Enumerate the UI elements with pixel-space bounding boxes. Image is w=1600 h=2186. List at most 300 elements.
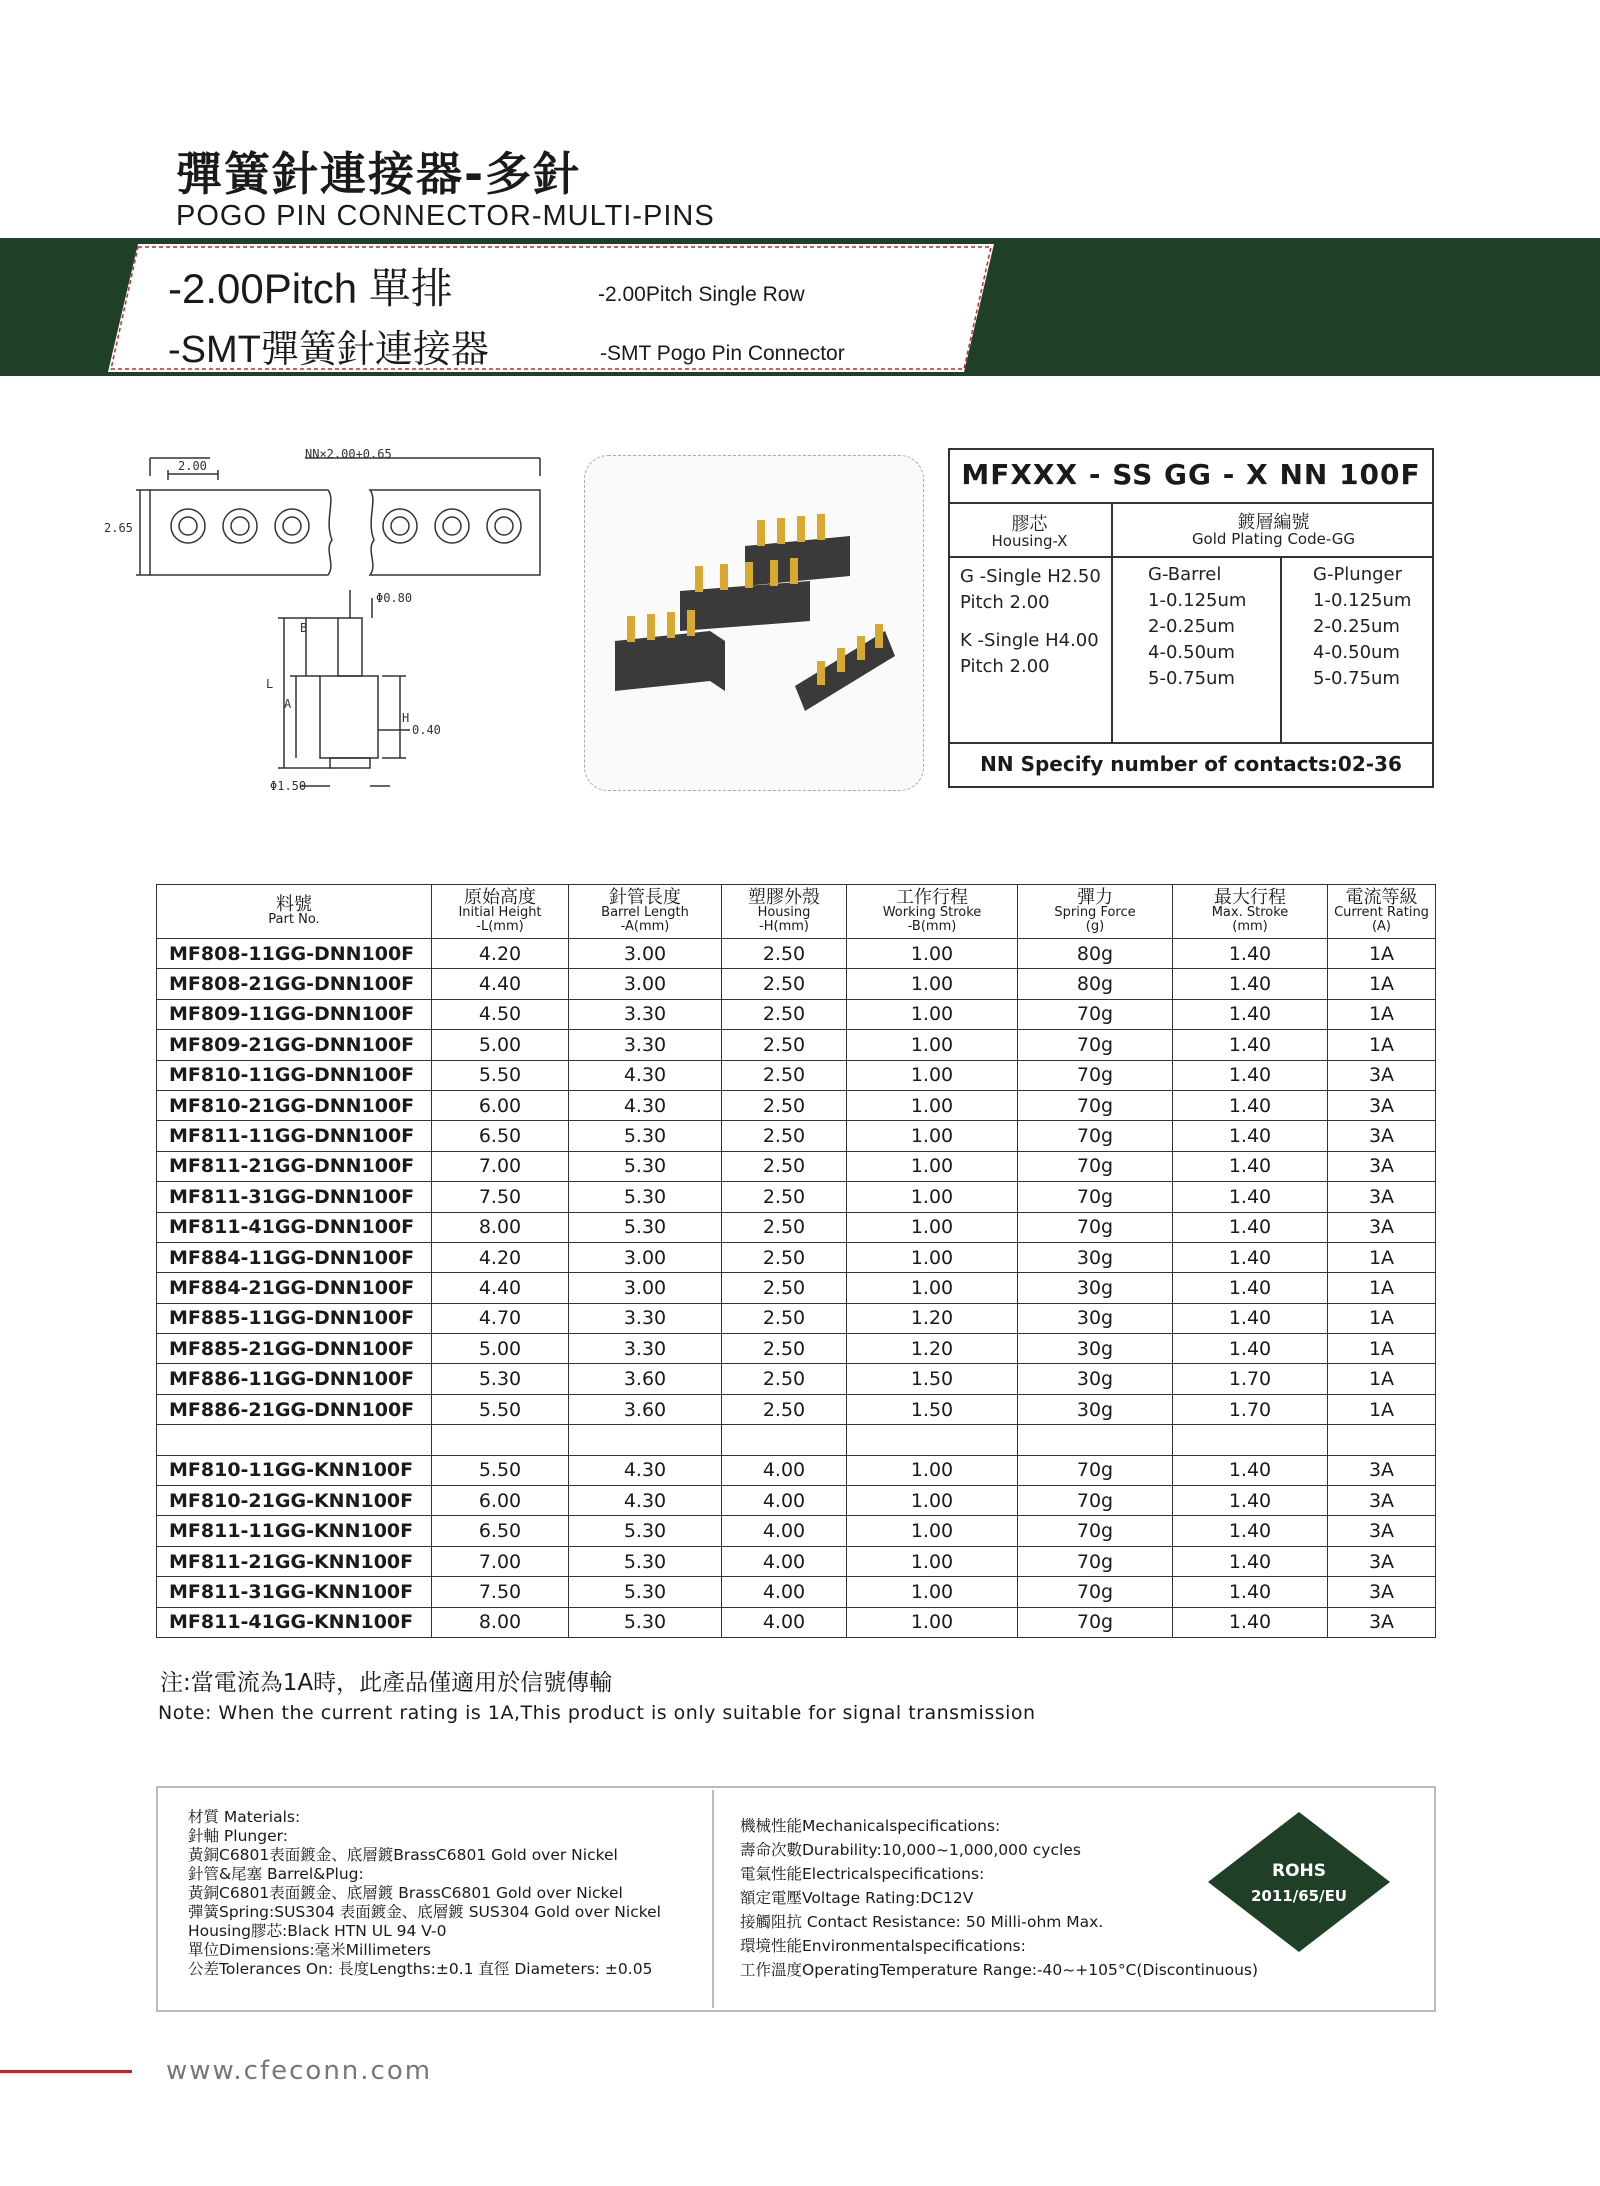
header-unit: -L(mm) [476, 919, 524, 934]
spec-cell: 2.50 [722, 1303, 847, 1333]
spec-cell: 1.40 [1173, 1273, 1328, 1303]
spec-cell: 3A [1328, 1090, 1436, 1120]
spec-cell: 5.00 [432, 1334, 569, 1364]
barrel-code: G-Barrel [1148, 564, 1222, 585]
spec-cell: 1.40 [1173, 1334, 1328, 1364]
spec-cell: 3.30 [569, 1303, 722, 1333]
subtitle-smt-en: -SMT Pogo Pin Connector [600, 342, 845, 365]
part-number-cell: MF811-41GG-KNN100F [157, 1607, 432, 1637]
table-header-row [157, 885, 1436, 939]
dim-wall: 0.40 [412, 723, 441, 737]
plunger-code: 1-0.125um [1313, 590, 1412, 611]
spec-cell: 4.30 [569, 1455, 722, 1485]
spec-cell: 2.50 [722, 1394, 847, 1424]
header-unit: -A(mm) [620, 919, 670, 934]
spec-cell: 5.30 [432, 1364, 569, 1394]
header-cn: 塑膠外殼 [748, 887, 820, 908]
spec-cell: 1.50 [847, 1394, 1018, 1424]
header-cn: 最大行程 [1214, 887, 1286, 908]
dim-b-label: B [300, 621, 308, 635]
spec-cell: 1.40 [1173, 1060, 1328, 1090]
header-unit: (g) [1085, 919, 1105, 934]
spec-cell: 1.00 [847, 1455, 1018, 1485]
spec-cell: 8.00 [432, 1607, 569, 1637]
material-line: 針軸 Plunger: [188, 1827, 288, 1845]
spec-cell: 1A [1328, 1242, 1436, 1272]
spec-cell: 80g [1018, 939, 1173, 969]
code-divider [948, 742, 1434, 744]
spec-cell: 70g [1018, 1151, 1173, 1181]
housing-head-en: Housing-X [991, 532, 1068, 550]
col-current-rating [1328, 885, 1436, 939]
spec-cell: 7.00 [432, 1151, 569, 1181]
barrel-code: 5-0.75um [1148, 668, 1235, 689]
table-row [157, 1242, 1436, 1272]
spec-cell: 1.00 [847, 1121, 1018, 1151]
spec-cell: 4.30 [569, 1060, 722, 1090]
spec-cell: 4.30 [569, 1090, 722, 1120]
col-part-no [157, 885, 432, 939]
spec-cell: 30g [1018, 1364, 1173, 1394]
spec-cell: 1.70 [1173, 1364, 1328, 1394]
spec-cell: 1A [1328, 1334, 1436, 1364]
table-row [157, 1090, 1436, 1120]
spec-cell: 5.30 [569, 1607, 722, 1637]
spec-cell: 2.50 [722, 999, 847, 1029]
spec-cell: 3A [1328, 1212, 1436, 1242]
spec-line: 壽命次數Durability:10,000~1,000,000 cycles [740, 1841, 1081, 1859]
table-row [157, 939, 1436, 969]
spec-cell: 70g [1018, 1060, 1173, 1090]
header-cn: 工作行程 [896, 887, 968, 908]
spec-cell: 70g [1018, 1607, 1173, 1637]
spec-cell: 3A [1328, 1486, 1436, 1516]
spec-cell: 3.30 [569, 1334, 722, 1364]
table-row [157, 1273, 1436, 1303]
material-line: 黃銅C6801表面鍍金、底層鍍BrassC6801 Gold over Nickel [188, 1846, 618, 1864]
spec-cell [1173, 1425, 1328, 1455]
spec-cell: 70g [1018, 1455, 1173, 1485]
table-row [157, 1364, 1436, 1394]
dim-height: 2.65 [104, 521, 133, 535]
product-photo [584, 455, 924, 791]
ordering-code-title: MFXXX - SS GG - X NN 100F [948, 448, 1434, 504]
header-en: Current Rating [1334, 905, 1429, 920]
table-row [157, 1334, 1436, 1364]
spec-cell: 4.40 [432, 969, 569, 999]
spec-cell: 6.00 [432, 1486, 569, 1516]
spec-cell: 30g [1018, 1334, 1173, 1364]
spec-cell: 3A [1328, 1546, 1436, 1576]
spec-cell: 70g [1018, 999, 1173, 1029]
part-number-cell: MF811-11GG-DNN100F [157, 1121, 432, 1151]
spec-cell: 2.50 [722, 1334, 847, 1364]
spec-cell: 2.50 [722, 1121, 847, 1151]
spec-cell: 3A [1328, 1151, 1436, 1181]
header-en: Max. Stroke [1211, 905, 1289, 920]
spec-cell: 1.40 [1173, 1455, 1328, 1485]
spec-cell: 4.50 [432, 999, 569, 1029]
spec-cell: 7.50 [432, 1577, 569, 1607]
material-line: 材質 Materials: [188, 1808, 301, 1826]
spec-cell: 6.50 [432, 1516, 569, 1546]
part-number-cell: MF884-21GG-DNN100F [157, 1273, 432, 1303]
spec-cell: 5.30 [569, 1577, 722, 1607]
spec-cell: 1.50 [847, 1364, 1018, 1394]
spec-cell: 70g [1018, 1577, 1173, 1607]
spec-cell: 1A [1328, 1303, 1436, 1333]
housing-g-line2: Pitch 2.00 [960, 592, 1050, 613]
note-en: Note: When the current rating is 1A,This product is only suitable for signal transmission [158, 1702, 1036, 1724]
spec-cell: 70g [1018, 1516, 1173, 1546]
spec-line: 額定電壓Voltage Rating:DC12V [740, 1889, 974, 1907]
part-number-cell: MF810-21GG-KNN100F [157, 1486, 432, 1516]
rohs-directive: 2011/65/EU [1250, 1887, 1348, 1905]
col-housing [722, 885, 847, 939]
spec-cell: 4.00 [722, 1516, 847, 1546]
part-number-cell: MF811-21GG-DNN100F [157, 1151, 432, 1181]
spec-cell: 3A [1328, 1607, 1436, 1637]
dim-a-label: A [284, 697, 292, 711]
technical-drawing [100, 440, 570, 800]
spec-cell: 70g [1018, 1486, 1173, 1516]
spec-cell: 4.20 [432, 939, 569, 969]
spec-cell: 3A [1328, 1182, 1436, 1212]
connector-illustration [585, 456, 923, 790]
code-divider [1280, 556, 1282, 742]
spec-cell: 1.00 [847, 1242, 1018, 1272]
spec-cell: 4.00 [722, 1607, 847, 1637]
footer-website: www.cfeconn.com [166, 2056, 433, 2086]
table-row [157, 1121, 1436, 1151]
materials-list [188, 1808, 661, 1979]
col-max-stroke [1173, 885, 1328, 939]
col-spring-force [1018, 885, 1173, 939]
spec-cell: 1.40 [1173, 1121, 1328, 1151]
spec-cell: 1.00 [847, 1546, 1018, 1576]
header-cn: 電流等級 [1345, 887, 1418, 908]
spec-cell: 2.50 [722, 1030, 847, 1060]
spec-cell: 30g [1018, 1303, 1173, 1333]
subtitle-pitch-en: -2.00Pitch Single Row [598, 283, 805, 306]
part-number-cell: MF811-31GG-DNN100F [157, 1182, 432, 1212]
table-row [157, 1151, 1436, 1181]
header-en: Housing [757, 905, 811, 920]
spec-cell: 1.00 [847, 1607, 1018, 1637]
header-unit: -H(mm) [759, 919, 809, 934]
spec-cell: 2.50 [722, 1273, 847, 1303]
spec-cell: 4.00 [722, 1546, 847, 1576]
dim-base-diameter: Φ1.50 [270, 779, 307, 793]
header-cn: 彈力 [1077, 887, 1113, 908]
part-number-cell: MF809-11GG-DNN100F [157, 999, 432, 1029]
spec-line: 接觸阻抗 Contact Resistance: 50 Milli-ohm Max. [740, 1913, 1104, 1931]
part-number-cell: MF810-11GG-KNN100F [157, 1455, 432, 1485]
spec-cell: 3A [1328, 1577, 1436, 1607]
plunger-code: 4-0.50um [1313, 642, 1400, 663]
specifications-divider [712, 1790, 714, 2008]
spec-cell: 1.40 [1173, 1607, 1328, 1637]
spec-cell: 3.30 [569, 999, 722, 1029]
plating-head-cn: 鍍層編號 [1237, 512, 1310, 533]
material-line: Housing膠芯:Black HTN UL 94 V-0 [188, 1922, 447, 1940]
material-line: 單位Dimensions:毫米Millimeters [188, 1941, 431, 1959]
spec-cell: 70g [1018, 1212, 1173, 1242]
page-title-en: POGO PIN CONNECTOR-MULTI-PINS [176, 200, 715, 232]
col-initial-height [432, 885, 569, 939]
table-row [157, 999, 1436, 1029]
table-row [157, 1212, 1436, 1242]
spec-cell: 2.50 [722, 1182, 847, 1212]
spec-cell: 3.60 [569, 1394, 722, 1424]
col-barrel-length [569, 885, 722, 939]
spec-line: 電氣性能Electricalspecifications: [740, 1865, 985, 1883]
header-en: Initial Height [458, 905, 542, 920]
spec-cell: 1.00 [847, 1212, 1018, 1242]
rohs-title: ROHS [1271, 1861, 1327, 1881]
spec-cell: 70g [1018, 1546, 1173, 1576]
spec-cell: 1.40 [1173, 1486, 1328, 1516]
table-row [157, 1182, 1436, 1212]
spec-cell: 1.40 [1173, 1242, 1328, 1272]
spec-cell: 1.40 [1173, 1151, 1328, 1181]
table-row [157, 1486, 1436, 1516]
spec-cell: 70g [1018, 1121, 1173, 1151]
part-number-cell: MF811-21GG-KNN100F [157, 1546, 432, 1576]
note-cn: 注:當電流為1A時，此產品僅適用於信號傳輸 [160, 1670, 613, 1696]
dim-l-label: L [266, 677, 274, 691]
spec-cell: 1.00 [847, 1030, 1018, 1060]
table-row [157, 1455, 1436, 1485]
spec-cell: 5.50 [432, 1394, 569, 1424]
header-en: Spring Force [1054, 905, 1136, 920]
spec-cell: 70g [1018, 1030, 1173, 1060]
part-number-cell: MF885-21GG-DNN100F [157, 1334, 432, 1364]
spec-cell [847, 1425, 1018, 1455]
part-number-cell: MF886-11GG-DNN100F [157, 1364, 432, 1394]
dim-pitch: 2.00 [178, 459, 207, 473]
footer-accent-line [0, 2070, 132, 2073]
part-number-cell: MF885-11GG-DNN100F [157, 1303, 432, 1333]
spec-cell [1328, 1425, 1436, 1455]
plunger-code: 5-0.75um [1313, 668, 1400, 689]
table-row [157, 1394, 1436, 1424]
spec-cell: 2.50 [722, 1060, 847, 1090]
spec-cell [722, 1425, 847, 1455]
spec-cell: 30g [1018, 1242, 1173, 1272]
housing-g-line1: G -Single H2.50 [960, 566, 1101, 587]
spec-cell: 1.00 [847, 1273, 1018, 1303]
spec-cell: 3.30 [569, 1030, 722, 1060]
spec-cell: 1A [1328, 939, 1436, 969]
spec-cell: 3A [1328, 1060, 1436, 1090]
spec-cell: 5.30 [569, 1182, 722, 1212]
spec-line: 工作溫度OperatingTemperature Range:-40~+105°C(Discontinuous) [740, 1961, 1259, 1979]
spec-cell: 1.00 [847, 969, 1018, 999]
spec-cell: 1.40 [1173, 1182, 1328, 1212]
table-row [157, 1546, 1436, 1576]
contacts-note: NN Specify number of contacts:02-36 [980, 752, 1402, 776]
plating-head-en: Gold Plating Code-GG [1191, 530, 1356, 548]
spec-cell: 30g [1018, 1394, 1173, 1424]
spec-cell: 4.30 [569, 1486, 722, 1516]
part-number-cell: MF810-11GG-DNN100F [157, 1060, 432, 1090]
spec-line: 環境性能Environmentalspecifications: [740, 1937, 1026, 1955]
barrel-code: 1-0.125um [1148, 590, 1247, 611]
subtitle-pitch: -2.00Pitch 單排 [168, 265, 453, 312]
spec-line: 機械性能Mechanicalspecifications: [740, 1817, 1001, 1835]
part-number-cell: MF811-11GG-KNN100F [157, 1516, 432, 1546]
spec-cell: 5.30 [569, 1212, 722, 1242]
spec-cell: 5.50 [432, 1455, 569, 1485]
spec-cell: 1.40 [1173, 939, 1328, 969]
part-number-cell: MF811-41GG-DNN100F [157, 1212, 432, 1242]
table-row [157, 1060, 1436, 1090]
spec-cell: 1.40 [1173, 1212, 1328, 1242]
spec-cell: 80g [1018, 969, 1173, 999]
spec-cell: 1.20 [847, 1303, 1018, 1333]
spec-cell: 4.00 [722, 1455, 847, 1485]
spec-cell: 1.40 [1173, 1516, 1328, 1546]
plunger-codes [1313, 562, 1411, 692]
spec-table [156, 884, 1436, 1638]
spec-cell: 30g [1018, 1273, 1173, 1303]
table-row [157, 1516, 1436, 1546]
spec-cell: 3.00 [569, 1242, 722, 1272]
col-working-stroke [847, 885, 1018, 939]
part-number-cell: MF884-11GG-DNN100F [157, 1242, 432, 1272]
spec-cell: 70g [1018, 1182, 1173, 1212]
spec-cell: 1.40 [1173, 969, 1328, 999]
spec-cell: 3A [1328, 1516, 1436, 1546]
table-row [157, 1425, 1436, 1455]
spec-cell: 2.50 [722, 1212, 847, 1242]
spec-cell: 2.50 [722, 1364, 847, 1394]
mechanical-list [740, 1814, 1258, 1982]
spec-cell: 1.00 [847, 1516, 1018, 1546]
spec-cell: 1.00 [847, 1486, 1018, 1516]
material-line: 彈簧Spring:SUS304 表面鍍金、底層鍍 SUS304 Gold over Nickel [188, 1903, 661, 1921]
spec-cell [569, 1425, 722, 1455]
spec-cell: 2.50 [722, 969, 847, 999]
spec-cell: 6.00 [432, 1090, 569, 1120]
spec-cell: 1.00 [847, 1090, 1018, 1120]
part-number-cell [157, 1425, 432, 1455]
spec-cell: 8.00 [432, 1212, 569, 1242]
spec-cell: 4.00 [722, 1577, 847, 1607]
spec-cell: 1.00 [847, 1182, 1018, 1212]
header-en: Part No. [268, 912, 320, 927]
part-number-cell: MF808-21GG-DNN100F [157, 969, 432, 999]
header-unit: (A) [1371, 919, 1392, 934]
table-row [157, 1607, 1436, 1637]
spec-cell: 3A [1328, 1455, 1436, 1485]
plunger-code: 2-0.25um [1313, 616, 1400, 637]
spec-cell: 1A [1328, 999, 1436, 1029]
barrel-code: 4-0.50um [1148, 642, 1235, 663]
page-title-cn: 彈簧針連接器-多針 [176, 147, 582, 201]
spec-cell: 7.00 [432, 1546, 569, 1576]
spec-cell: 1A [1328, 1273, 1436, 1303]
spec-cell: 3.60 [569, 1364, 722, 1394]
spec-cell: 5.50 [432, 1060, 569, 1090]
spec-cell: 1A [1328, 1394, 1436, 1424]
plunger-code: G-Plunger [1313, 564, 1403, 585]
spec-cell: 2.50 [722, 939, 847, 969]
spec-cell: 3.00 [569, 939, 722, 969]
spec-cell [1018, 1425, 1173, 1455]
spec-cell: 1.40 [1173, 1090, 1328, 1120]
spec-cell: 5.30 [569, 1516, 722, 1546]
spec-cell: 1.70 [1173, 1394, 1328, 1424]
spec-cell: 3.00 [569, 1273, 722, 1303]
spec-cell: 4.00 [722, 1486, 847, 1516]
spec-cell: 4.20 [432, 1242, 569, 1272]
dim-pin-diameter: Φ0.80 [376, 591, 413, 605]
spec-cell: 1A [1328, 969, 1436, 999]
material-line: 針管&尾塞 Barrel&Plug: [188, 1865, 364, 1883]
part-number-cell: MF808-11GG-DNN100F [157, 939, 432, 969]
housing-head-cn: 膠芯 [1011, 514, 1048, 535]
spec-cell: 1.40 [1173, 1030, 1328, 1060]
header-cn: 原始高度 [464, 887, 536, 908]
housing-k-line2: Pitch 2.00 [960, 656, 1050, 677]
spec-cell: 3A [1328, 1121, 1436, 1151]
dim-total-length: NN×2.00+0.65 [305, 447, 392, 461]
spec-cell: 7.50 [432, 1182, 569, 1212]
header-unit: -B(mm) [907, 919, 957, 934]
part-number-cell: MF809-21GG-DNN100F [157, 1030, 432, 1060]
spec-cell: 1.40 [1173, 999, 1328, 1029]
header-unit: (mm) [1232, 919, 1268, 934]
spec-cell: 6.50 [432, 1121, 569, 1151]
spec-cell: 1.40 [1173, 1546, 1328, 1576]
spec-cell: 4.40 [432, 1273, 569, 1303]
material-line: 黃銅C6801表面鍍金、底層鍍 BrassC6801 Gold over Nickel [188, 1884, 623, 1902]
part-number-cell: MF811-31GG-KNN100F [157, 1577, 432, 1607]
spec-cell: 2.50 [722, 1242, 847, 1272]
spec-cell [432, 1425, 569, 1455]
header-cn: 料號 [276, 894, 312, 915]
material-line: 公差Tolerances On: 長度Lengths:±0.1 直徑 Diameters: ±0.05 [188, 1960, 653, 1978]
subtitle-smt: -SMT彈簧針連接器 [168, 329, 489, 371]
header-cn: 針管長度 [609, 887, 681, 908]
barrel-codes [1148, 562, 1246, 692]
spec-cell: 5.30 [569, 1546, 722, 1576]
spec-cell: 1.20 [847, 1334, 1018, 1364]
spec-cell: 1.00 [847, 1060, 1018, 1090]
spec-cell: 5.30 [569, 1121, 722, 1151]
header-en: Barrel Length [601, 905, 689, 920]
spec-cell: 1.00 [847, 939, 1018, 969]
spec-cell: 1A [1328, 1364, 1436, 1394]
barrel-code: 2-0.25um [1148, 616, 1235, 637]
spec-cell: 2.50 [722, 1090, 847, 1120]
table-row [157, 1577, 1436, 1607]
rohs-badge [1206, 1810, 1392, 1954]
spec-cell: 3.00 [569, 969, 722, 999]
table-row [157, 969, 1436, 999]
table-row [157, 1030, 1436, 1060]
spec-cell: 70g [1018, 1090, 1173, 1120]
spec-cell: 5.00 [432, 1030, 569, 1060]
dim-h-label: H [402, 711, 410, 725]
spec-cell: 1A [1328, 1030, 1436, 1060]
spec-cell: 1.00 [847, 1577, 1018, 1607]
spec-cell: 1.00 [847, 999, 1018, 1029]
spec-cell: 4.70 [432, 1303, 569, 1333]
housing-k-line1: K -Single H4.00 [960, 630, 1099, 651]
